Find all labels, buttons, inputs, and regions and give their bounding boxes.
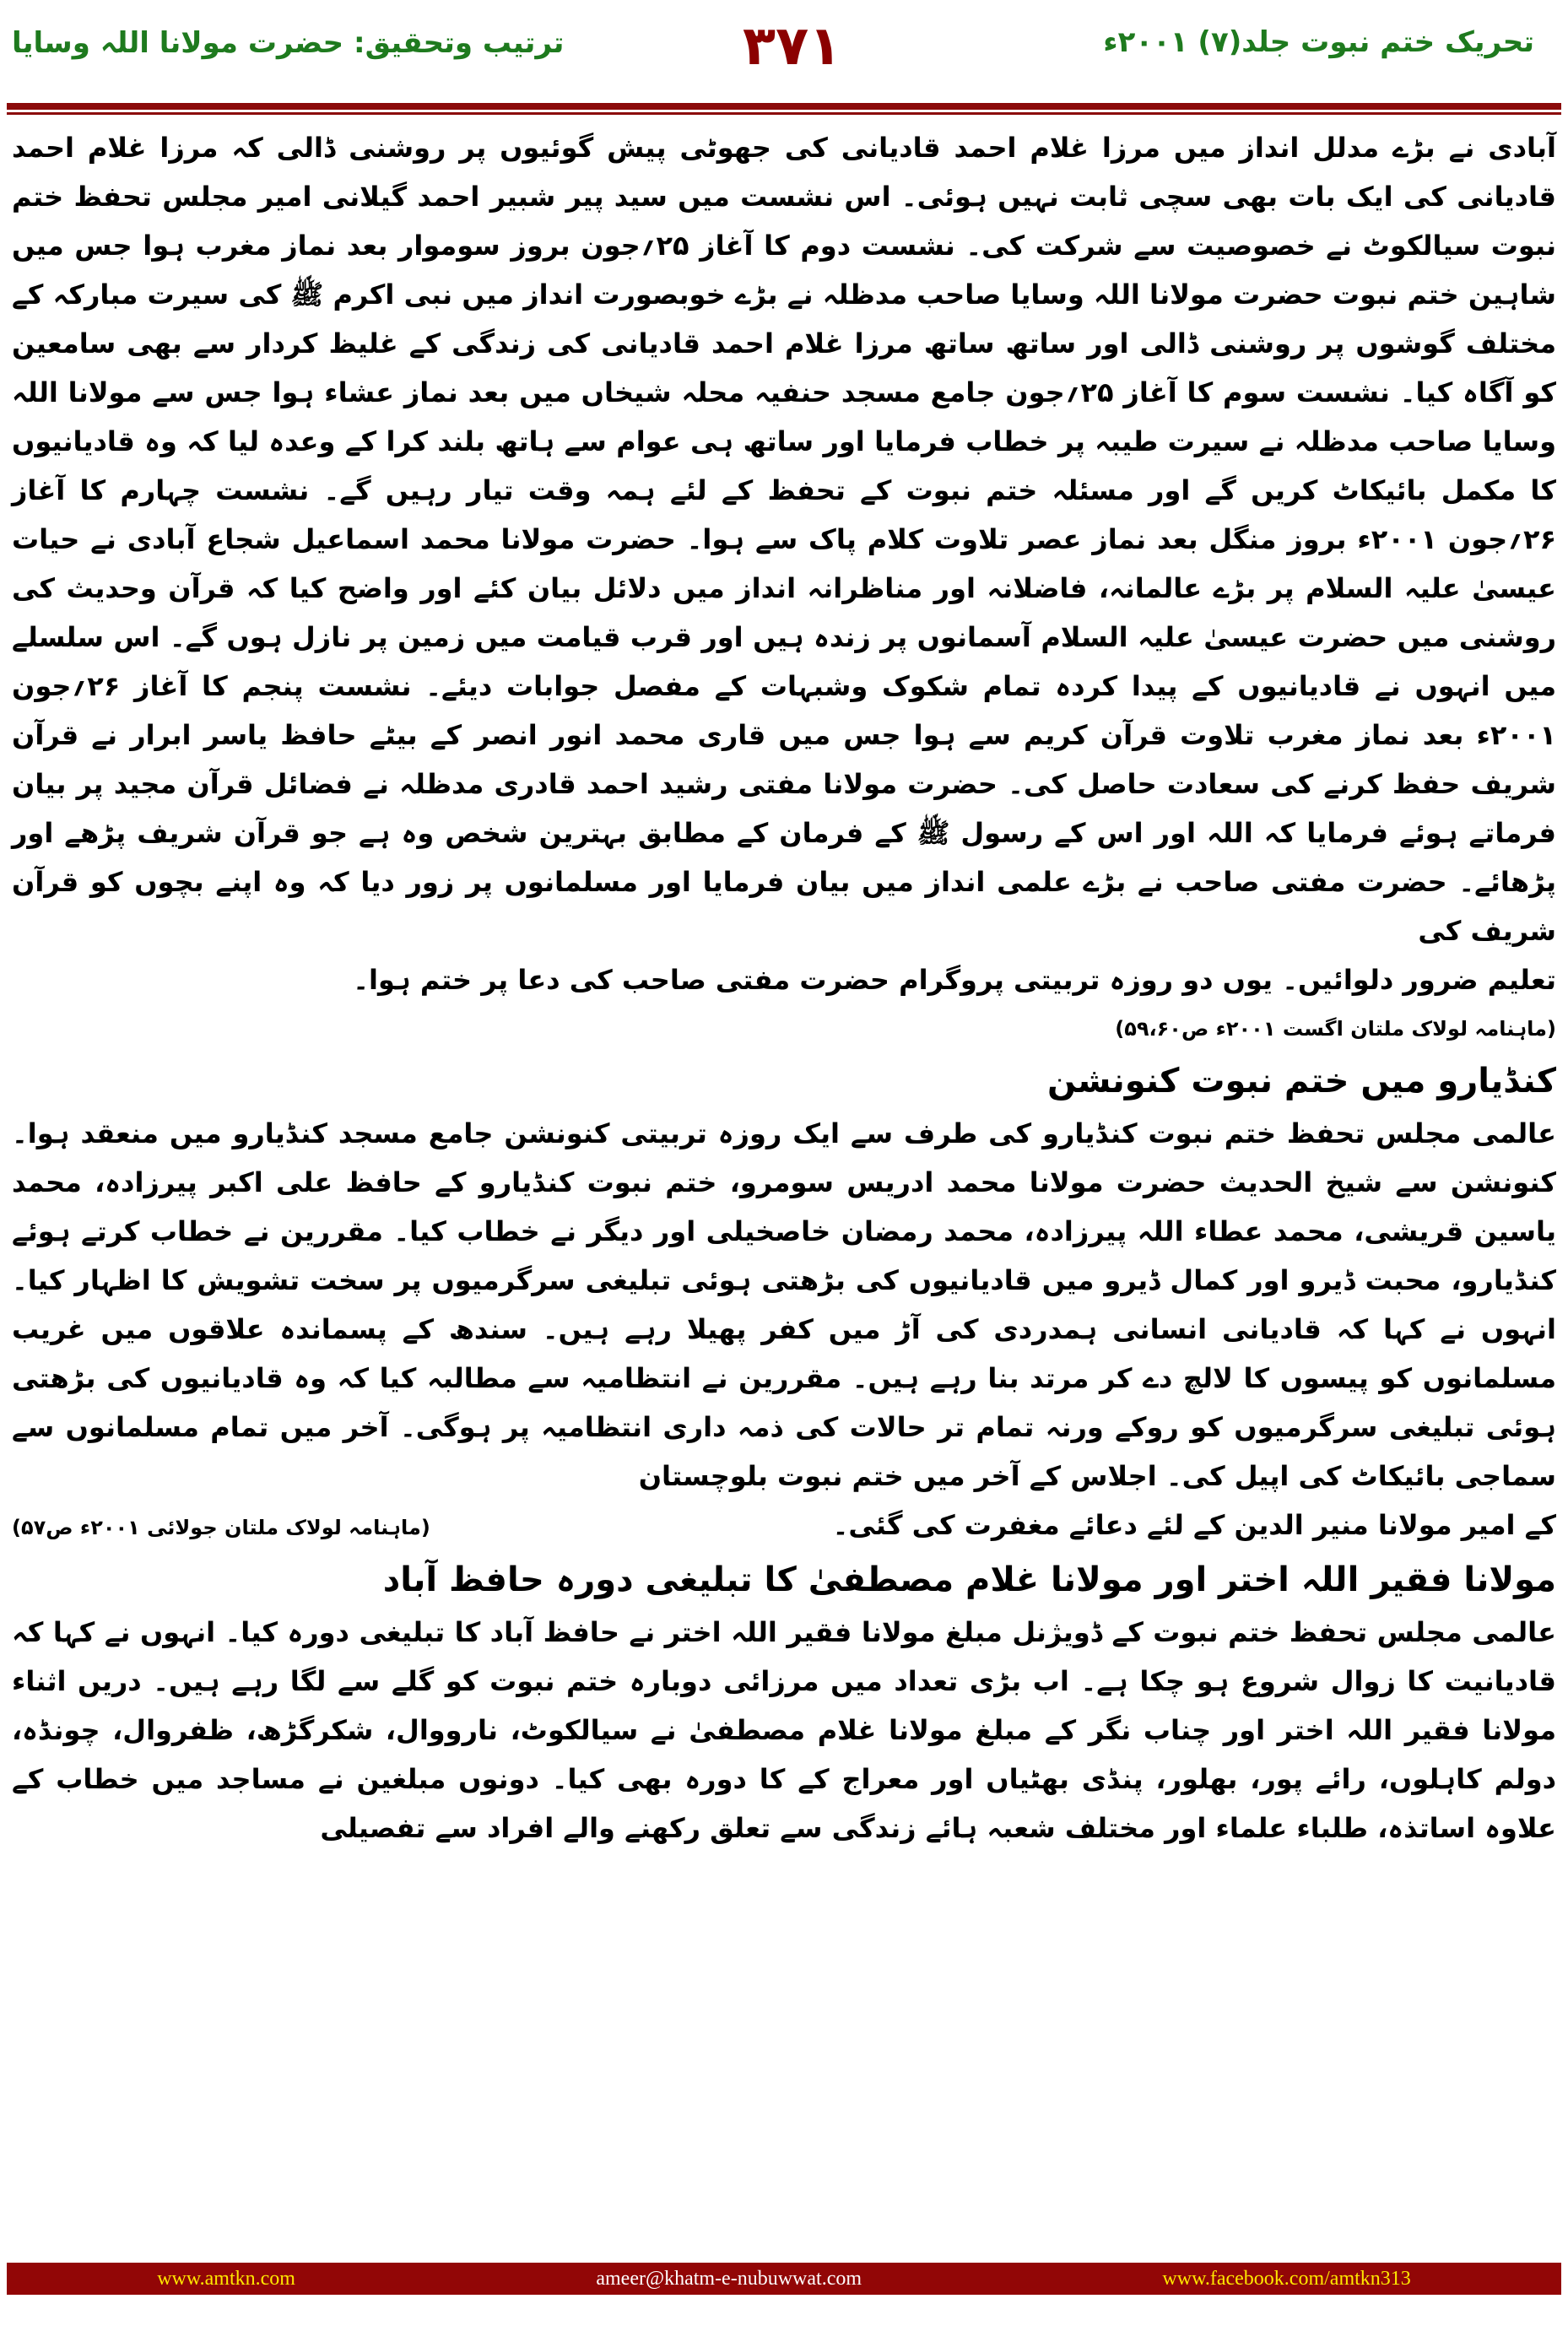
email-link[interactable]: ameer@khatm-e-nubuwwat.com: [596, 2267, 862, 2290]
page-number: ۳۷۱: [743, 15, 842, 78]
paragraph-kandiaro: عالمی مجلس تحفظ ختم نبوت کنڈیارو کی طرف سے ایک روزہ تربیتی کنونشن جامع مسجد کنڈیارو میں منعقد ہوا۔ کنونشن سے شیخ الحدیث حضرت مولانا محمد ادریس سومرو، ختم نبوت کنڈیارو کے حافظ علی اکبر پیرزادہ، محمد یاسین قریشی، محمد عطاء اللہ پیرزادہ، محمد رمضان خاصخیلی اور دیگر نے خطاب کیا۔ مقررین نے خطاب کرتے ہوئے کنڈیارو، محبت ڈیرو اور کمال ڈیرو میں قادیانیوں کی بڑھتی ہوئی تبلیغی سرگرمیوں پر سخت تشویش کا اظہار کیا۔ انہوں نے کہا کہ قادیانی انسانی ہمدردی کی آڑ میں کفر پھیلا رہے ہیں۔ سندھ کے پسماندہ علاقوں میں غریب مسلمانوں کو پیسوں کا لالچ دے کر مرتد بنا رہے ہیں۔ مقررین نے انتظامیہ سے مطالبہ کیا کہ وہ قادیانیوں کی بڑھتی ہوئی تبلیغی سرگرمیوں کو روکے ورنہ تمام تر حالات کی ذمہ داری انتظامیہ پر ہوگی۔ آخر میں تمام مسلمانوں سے سماجی بائیکاٹ کی اپیل کی۔ اجلاس کے آخر میں ختم نبوت بلوچستان: [12, 1117, 1556, 1492]
page-footer: [7, 2263, 1561, 2295]
website-link[interactable]: www.amtkn.com: [157, 2267, 295, 2290]
paragraph-end-row: [12, 955, 1556, 1053]
article-body: [12, 123, 1556, 1853]
header-rule-thick: [7, 103, 1561, 110]
section-heading-hafizabad: مولانا فقیر اللہ اختر اور مولانا غلام مصطفیٰ کا تبلیغی دورہ حافظ آباد: [382, 1560, 1556, 1599]
citation: (ماہنامہ لولاک ملتان اگست ۲۰۰۱ء ص۵۹،۶۰): [1115, 1017, 1556, 1041]
citation: (ماہنامہ لولاک ملتان جولائی ۲۰۰۱ء ص۵۷): [12, 1516, 430, 1539]
book-title: تحریک ختم نبوت جلد(۷) ۲۰۰۱ء: [1103, 25, 1534, 59]
paragraph-sessions-last-line: تعلیم ضرور دلوائیں۔ یوں دو روزہ تربیتی پروگرام حضرت مفتی صاحب کی دعا پر ختم ہوا۔: [353, 964, 1556, 996]
paragraph-kandiaro-last-line: کے امیر مولانا منیر الدین کے لئے دعائے مغفرت کی گئی۔: [832, 1509, 1556, 1541]
compiler-credit: ترتیب وتحقیق: حضرت مولانا اللہ وسایا: [12, 26, 565, 60]
facebook-link[interactable]: www.facebook.com/amtkn313: [1162, 2267, 1411, 2290]
page-header: [0, 0, 1568, 118]
header-rule-thin: [7, 112, 1561, 115]
section-heading-kandiaro: کنڈیارو میں ختم نبوت کنونشن: [1047, 1062, 1556, 1101]
paragraph-end-row: [12, 1501, 1556, 1552]
paragraph-sessions: آبادی نے بڑے مدلل انداز میں مرزا غلام احمد قادیانی کی جھوٹی پیش گوئیوں پر روشنی ڈالی کہ مرزا غلام احمد قادیانی کی ایک بات بھی سچی ثابت نہیں ہوئی۔ اس نشست میں سید پیر شبیر احمد گیلانی امیر مجلس تحفظ ختم نبوت سیالکوٹ نے خصوصیت سے شرکت کی۔ نشست دوم کا آغاز ۲۵؍جون بروز سوموار بعد نماز مغرب ہوا جس میں شاہین ختم نبوت حضرت مولانا اللہ وسایا صاحب مدظلہ نے بڑے خوبصورت انداز میں نبی اکرم ﷺ کی سیرت مبارکہ کے مختلف گوشوں پر روشنی ڈالی اور ساتھ ساتھ مرزا غلام احمد قادیانی کی زندگی کے غلیظ کردار سے بھی سامعین کو آگاہ کیا۔ نشست سوم کا آغاز ۲۵؍جون جامع مسجد حنفیہ محلہ شیخاں میں بعد نماز عشاء ہوا جس سے مولانا اللہ وسایا صاحب مدظلہ نے سیرت طیبہ پر خطاب فرمایا اور ساتھ ہی عوام سے ہاتھ بلند کرا کے وعدہ لیا کہ وہ قادیانیوں کا مکمل بائیکاٹ کریں گے اور مسئلہ ختم نبوت کے تحفظ کے لئے ہمہ وقت تیار رہیں گے۔ نشست چہارم کا آغاز ۲۶؍جون ۲۰۰۱ء بروز منگل بعد نماز عصر تلاوت کلام پاک سے ہوا۔ حضرت مولانا محمد اسماعیل شجاع آبادی نے حیات عیسیٰ علیہ السلام پر بڑے عالمانہ، فاضلانہ اور مناظرانہ انداز میں دلائل بیان کئے اور واضح کیا کہ قرآن وحدیث کی روشنی میں حضرت عیسیٰ علیہ السلام آسمانوں پر زندہ ہیں اور قرب قیامت میں زمین پر نازل ہوں گے۔ اس سلسلے میں انہوں نے قادیانیوں کے پیدا کردہ تمام شکوک وشبہات کے مفصل جوابات دیئے۔ نشست پنجم کا آغاز ۲۶؍جون ۲۰۰۱ء بعد نماز مغرب تلاوت قرآن کریم سے ہوا جس میں قاری محمد انور انصر کے بیٹے حافظ یاسر ابرار نے قرآن شریف حفظ کرنے کی سعادت حاصل کی۔ حضرت مولانا مفتی رشید احمد قادری مدظلہ نے فضائل قرآن مجید پر بیان فرماتے ہوئے فرمایا کہ اللہ اور اس کے رسول ﷺ کے فرمان کے مطابق بہترین شخص وہ ہے جو قرآن شریف پڑھے اور پڑھائے۔ حضرت مفتی صاحب نے بڑے علمی انداز میں بیان فرمایا اور مسلمانوں پر زور دیا کہ وہ اپنے بچوں کو قرآن شریف کی: [12, 132, 1557, 947]
paragraph-hafizabad: عالمی مجلس تحفظ ختم نبوت کے ڈویژنل مبلغ مولانا فقیر اللہ اختر نے حافظ آباد کا تبلیغی دورہ کیا۔ انہوں نے کہا کہ قادیانیت کا زوال شروع ہو چکا ہے۔ اب بڑی تعداد میں مرزائی دوبارہ ختم نبوت کو گلے سے لگا رہے ہیں۔ دریں اثناء مولانا فقیر اللہ اختر اور چناب نگر کے مبلغ مولانا غلام مصطفیٰ نے سیالکوٹ، نارووال، شکرگڑھ، ظفروال، چونڈہ، دولم کاہلوں، رائے پور، بھلور، پنڈی بھٹیاں اور معراج کے کا دورہ بھی کیا۔ دونوں مبلغین نے مساجد میں خطاب کے علاوہ اساتذہ، طلباء علماء اور مختلف شعبہ ہائے زندگی سے تعلق رکھنے والے افراد سے تفصیلی: [12, 1616, 1557, 1844]
